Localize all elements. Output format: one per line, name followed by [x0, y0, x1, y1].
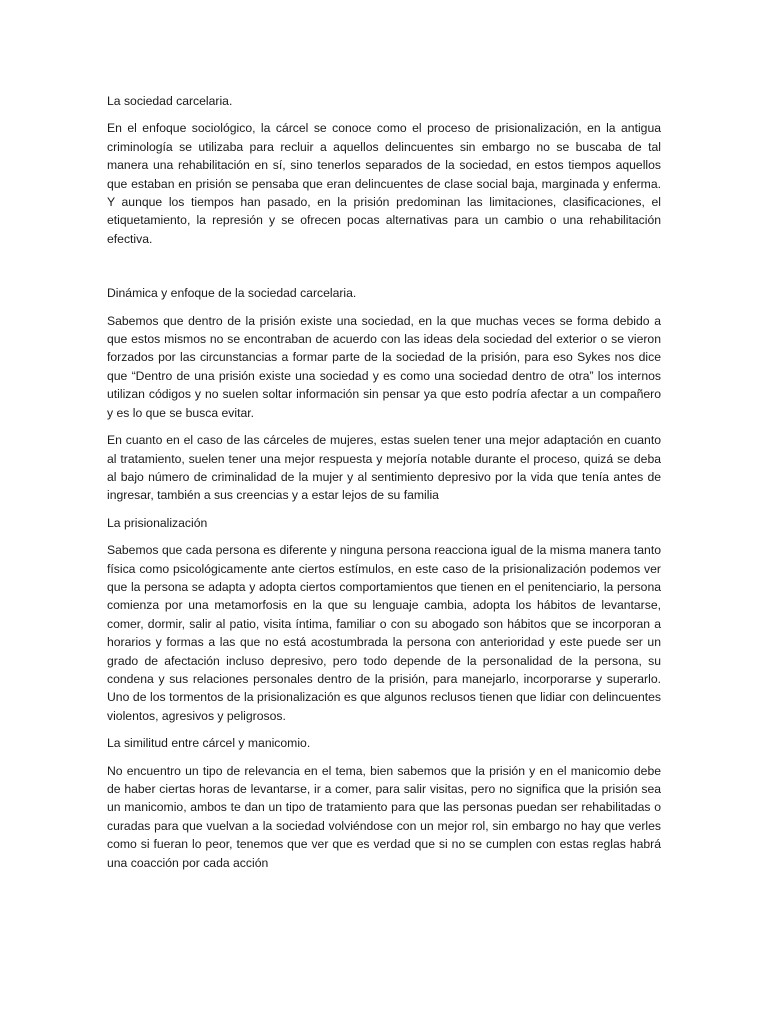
section-heading-prisionalizacion: La prisionalización	[107, 515, 208, 530]
paragraph-carcel-manicomio: No encuentro un tipo de relevancia en el tema, bien sabemos que la prisión y en el manicomio debe de haber ciertas horas de levantarse, ir a comer, para salir visitas, pero no significa que la prisión sea un manicomio, ambos te dan un tipo de tratamiento para que las personas puedan ser rehabilitadas o curadas para que vuelvan a la sociedad volviéndose con un mejor rol, sin embargo no hay que verles como si fueran lo peor, tenemos que ver que es verdad que si no se cumplen con estas reglas habrá una coacción por cada acción	[107, 763, 661, 870]
document-page	[107, 92, 661, 881]
section-heading-dinamica: Dinámica y enfoque de la sociedad carcelaria.	[107, 286, 357, 301]
paragraph-sociedad-dentro-prision: Sabemos que dentro de la prisión existe una sociedad, en la que muchas veces se forma debido a que estos mismos no se encontraban de acuerdo con las ideas dela sociedad del exterior o se vieron forzados por las circunstancias a formar parte de la sociedad de la prisión, para eso Sykes nos dice que “Dentro de una prisión existe una sociedad y es como una sociedad dentro de otra” los internos utilizan códigos y no suelen soltar información sin pensar ya que esto podría afectar a un compañero y es lo que se busca evitar.	[107, 313, 661, 420]
section-spacer	[107, 257, 661, 284]
section-heading-similitud: La similitud entre cárcel y manicomio.	[107, 736, 311, 751]
paragraph-prisionalizacion: Sabemos que cada persona es diferente y ninguna persona reacciona igual de la misma manera tanto física como psicológicamente ante ciertos estímulos, en este caso de la prisionalización podemos ver que la persona se adapta y adopta ciertos comportamientos que tienen en el penitenciario, la persona comienza por una metamorfosis en la que su lenguaje cambia, adopta los hábitos de levantarse, comer, dormir, salir al patio, visita íntima, familiar o con su abogado son hábitos que se incorporan a horarios y formas a las que no está acostumbrada la persona con anterioridad y este puede ser un grado de afectación incluso depresivo, pero todo depende de la personalidad de la persona, su condena y sus relaciones personales dentro de la prisión, para manejarlo, incorporarse y superarlo. Uno de los tormentos de la prisionalización es que algunos reclusos tienen que lidiar con delincuentes violentos, agresivos y peligrosos.	[107, 543, 661, 723]
paragraph-carceles-mujeres: En cuanto en el caso de las cárceles de mujeres, estas suelen tener una mejor adaptación en cuanto al tratamiento, suelen tener una mejor respuesta y mejoría notable durante el proceso, quizá se deba al bajo número de criminalidad de la mujer y al sentimiento depresivo por la vida que tenía antes de ingresar, también a sus creencias y a estar lejos de su familia	[107, 433, 661, 503]
section-heading-sociedad-carcelaria: La sociedad carcelaria.	[107, 94, 233, 108]
paragraph-enfoque-sociologico: En el enfoque sociológico, la cárcel se conoce como el proceso de prisionalización, en la antigua criminología se utilizaba para recluir a aquellos delincuentes sin embargo no se buscaba de tal manera una rehabilitación en sí, sino tenerlos separados de la sociedad, en estos tiempos aquellos que estaban en prisión se pensaba que eran delincuentes de clase social baja, marginada y enferma. Y aunque los tiempos han pasado, en la prisión predominan las limitaciones, clasificaciones, el etiquetamiento, la represión y se ofrecen pocas alternativas para un cambio o una rehabilitación efectiva.	[107, 121, 661, 246]
